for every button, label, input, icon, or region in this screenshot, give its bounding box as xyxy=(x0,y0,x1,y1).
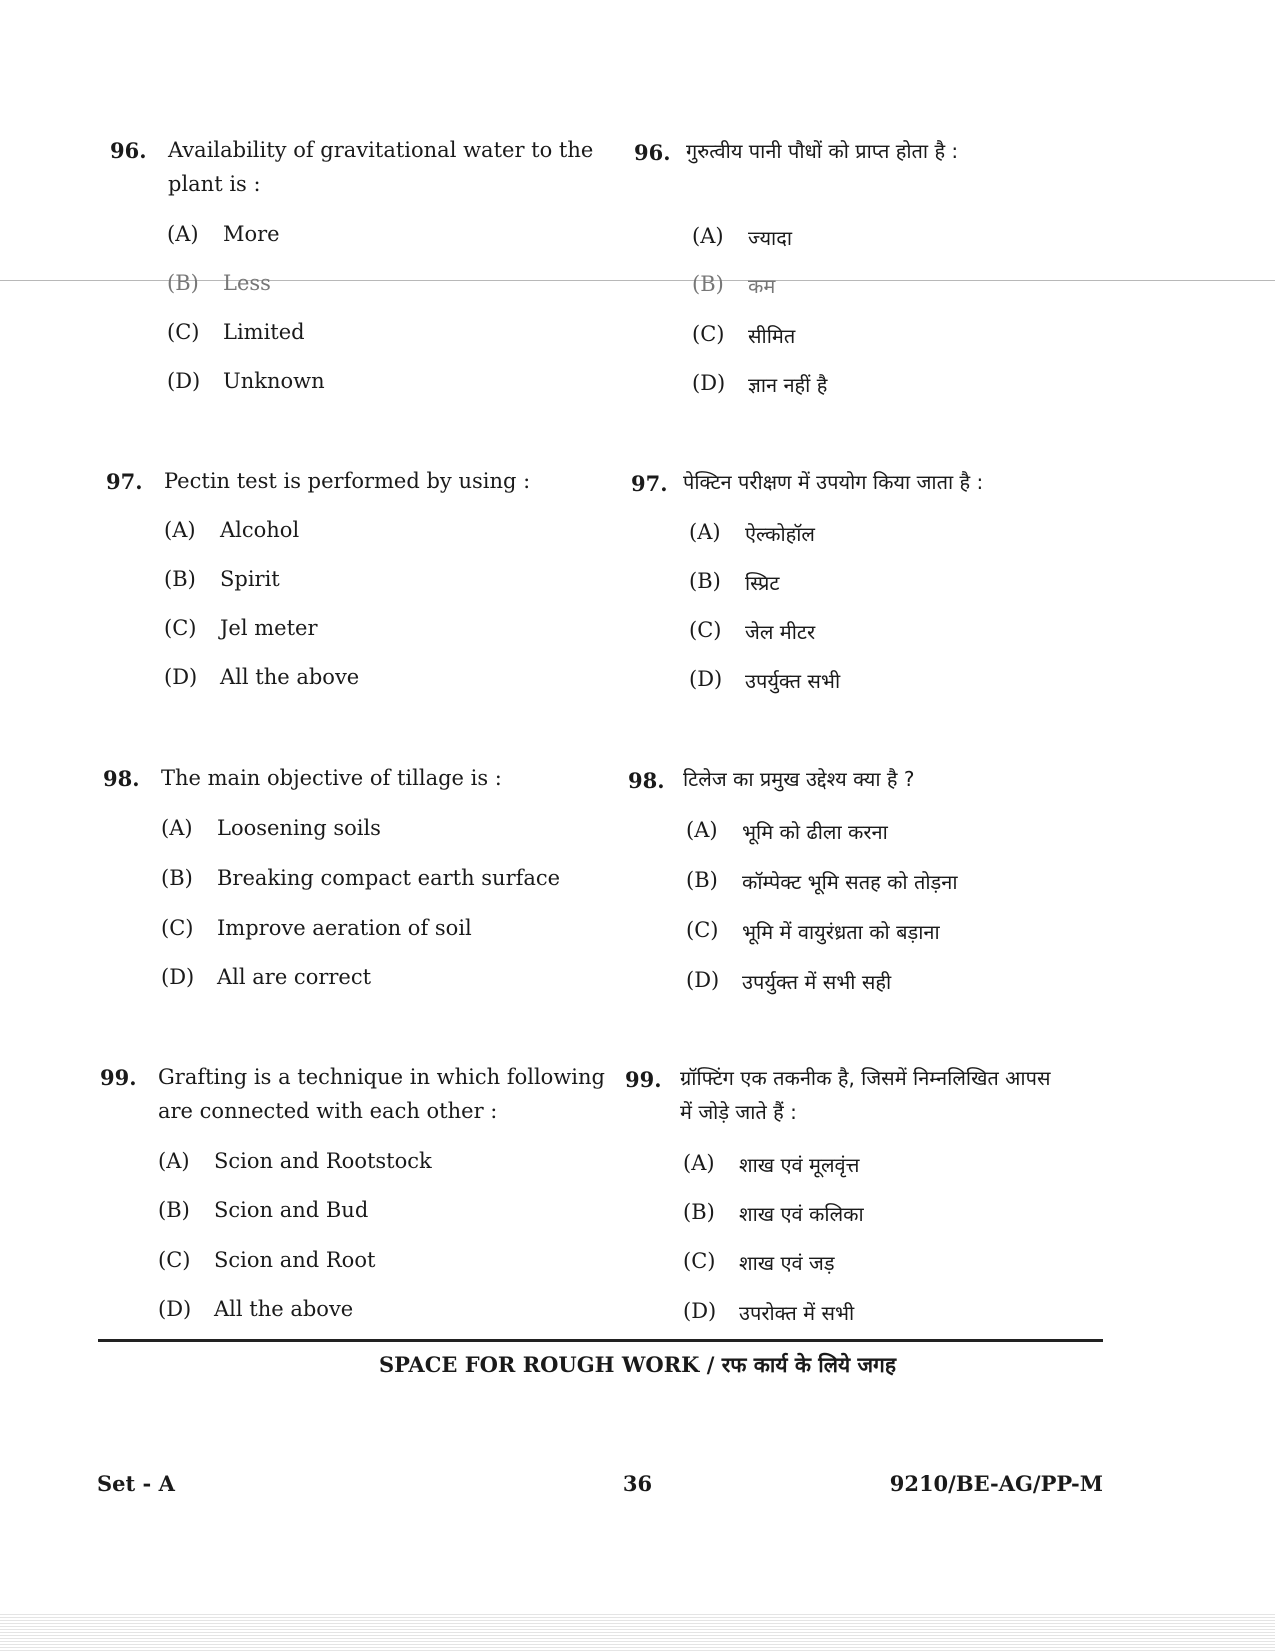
page-number: 36 xyxy=(622,1471,653,1496)
paper-code: 9210/BE-AG/PP-M xyxy=(889,1471,1103,1496)
question-number: 96. xyxy=(110,138,147,163)
question-text: Pectin test is performed by using : xyxy=(164,469,531,493)
question-text: Availability of gravitational water to the plant is : xyxy=(168,138,594,196)
question-number: 97. xyxy=(631,471,668,496)
rough-work-heading: SPACE FOR ROUGH WORK / रफ कार्य के लिये जगह xyxy=(378,1352,897,1377)
question-text: पेक्टिन परीक्षण में उपयोग किया जाता है : xyxy=(683,470,984,494)
question-number: 96. xyxy=(634,140,671,165)
question-text: Grafting is a technique in which following are connected with each other : xyxy=(158,1065,605,1123)
exam-page: 96. Availability of gravitational water to the plant is : (A) More (B) Less (C) Limited (D) Unknown 97. Pectin test is performed by using : (A) Alcohol (B) Spirit (C) Jel meter (D) All the above 98. The main objective of tillage is : (A) Loosening soils (B) Breaking compact earth surface (C) Improve aeration of soil (D) All are correct 99. Grafting is a technique in which following are connected with each other : (A) Scion and Rootstock (B) Scion and Bud (C) Scion and Root (D) All the above 96. गुरुत्वीय पानी पौधों को प्राप्त होता है : (A) ज्यादा (B) कम (C) सीमित (D) ज्ञान नहीं है 97. पेक्टिन परीक्षण में उपयोग किया जाता है : (A) ऐल्कोहॉल (B) स्प्रिट (C) जेल मीटर (D) उपर्युक्त सभी 98. टिलेज का प्रमुख उद्देश्य क्या है ? (A) भूमि को ढीला करना (B) कॉम्पेक्ट भूमि सतह को तोड़ना (C) भूमि में वायुरंध्रता को बड़ाना (D) उपर्युक्त में सभी सही 99. ग्रॉफ्टिंग एक तकनीक है, जिसमें निम्नलिखित आपस में जोड़े जाते हैं : (A) शाख एवं मूलवृंत्त (B) शाख एवं कलिका (C) शाख एवं जड़ (D) उपरोक्त में सभी SPACE FOR ROUGH WORK / रफ कार्य के लिये जगह Set - A 36 9210/BE-AG/PP-M xyxy=(0,0,1275,1651)
question-number: 98. xyxy=(628,768,665,793)
question-number: 99. xyxy=(100,1065,137,1090)
question-number: 98. xyxy=(103,766,140,791)
rough-work-divider xyxy=(98,1339,1103,1342)
footer-set: Set - A xyxy=(97,1471,175,1496)
scan-band xyxy=(0,1614,1275,1651)
question-number: 99. xyxy=(625,1067,662,1092)
question-number: 97. xyxy=(106,469,143,494)
question-text: गुरुत्वीय पानी पौधों को प्राप्त होता है : xyxy=(686,139,959,163)
question-text: The main objective of tillage is : xyxy=(161,766,502,790)
question-text: टिलेज का प्रमुख उद्देश्य क्या है ? xyxy=(683,767,915,791)
question-text: ग्रॉफ्टिंग एक तकनीक है, जिसमें निम्नलिखित आपस में जोड़े जाते हैं : xyxy=(680,1066,1051,1124)
